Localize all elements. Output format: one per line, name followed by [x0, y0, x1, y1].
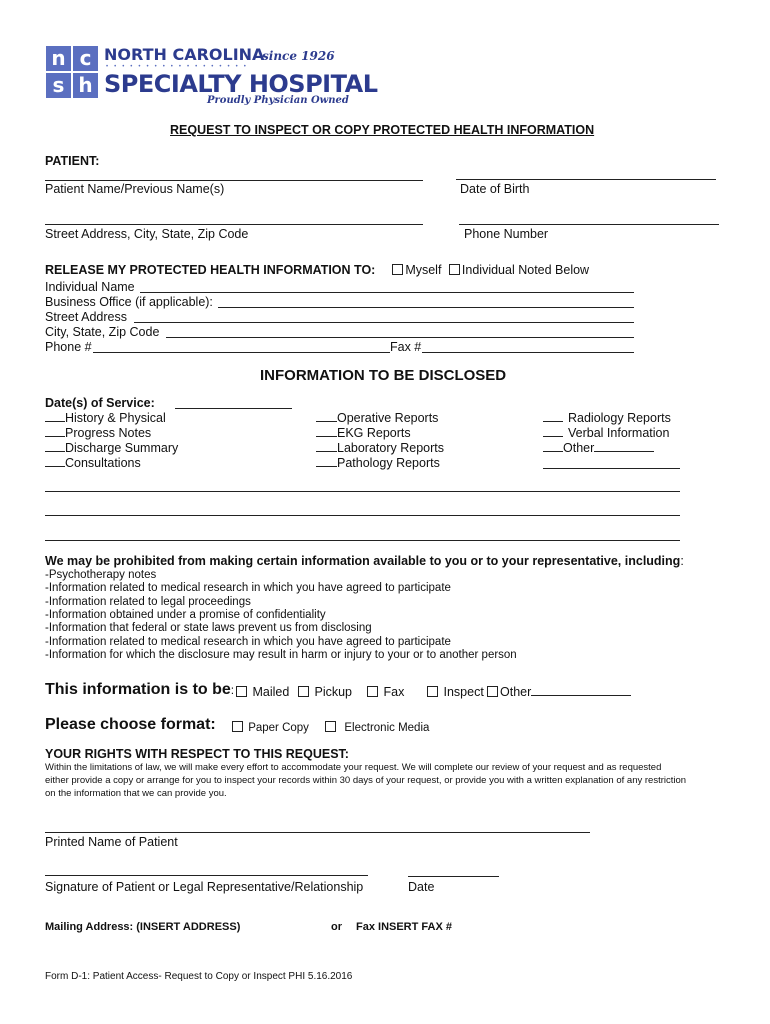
format-paper[interactable]: Paper Copy: [232, 721, 309, 734]
logo-letter-n: n: [46, 46, 71, 71]
disclosed-heading: INFORMATION TO BE DISCLOSED: [260, 367, 507, 384]
release-phone-line[interactable]: [93, 352, 390, 353]
list-item[interactable]: Radiology Reports: [543, 411, 671, 425]
list-item[interactable]: Laboratory Reports: [316, 441, 444, 455]
pickup-checkbox[interactable]: [298, 686, 309, 697]
check-blank[interactable]: [316, 421, 337, 422]
inspect-checkbox[interactable]: [427, 686, 438, 697]
individual-name-line[interactable]: [140, 292, 634, 293]
mailing-or: or: [331, 921, 342, 933]
delivery-inspect[interactable]: Inspect: [427, 685, 484, 699]
rights-heading: YOUR RIGHTS WITH RESPECT TO THIS REQUEST:: [45, 747, 349, 761]
dates-of-service-label: Date(s) of Service:: [45, 396, 155, 410]
street-address-line[interactable]: [134, 322, 634, 323]
other-checkbox[interactable]: [487, 686, 498, 697]
check-blank[interactable]: [543, 436, 563, 437]
dob-line[interactable]: [456, 179, 716, 180]
notes-line-3[interactable]: [45, 540, 680, 541]
logo-tagline: Proudly Physician Owned: [207, 95, 349, 106]
address-line[interactable]: [45, 224, 423, 225]
check-blank[interactable]: [45, 421, 65, 422]
prohibited-item: -Information for which the disclosure may result in harm or injury to your or to another person: [45, 649, 517, 661]
other-blank[interactable]: [594, 451, 654, 452]
list-item[interactable]: Pathology Reports: [316, 456, 440, 470]
prohibited-item: -Information obtained under a promise of confidentiality: [45, 609, 326, 621]
form-footer: Form D-1: Patient Access- Request to Copy or Inspect PHI 5.16.2016: [45, 971, 353, 982]
logo-letter-h: h: [73, 73, 98, 98]
check-blank[interactable]: [45, 436, 65, 437]
prohibited-item: -Information related to medical research in which you have agreed to participate: [45, 636, 451, 648]
release-row: [45, 263, 589, 277]
check-blank[interactable]: [543, 421, 563, 422]
phone-label: Phone Number: [464, 227, 549, 241]
address-label: Street Address, City, State, Zip Code: [45, 227, 249, 241]
logo-dots: ••••••••••••••••••: [106, 64, 252, 70]
delivery-heading: This information is to be:: [45, 681, 235, 698]
format-heading: Please choose format:: [45, 716, 216, 733]
delivery-pickup[interactable]: Pickup: [298, 685, 352, 699]
rights-text-1: Within the limitations of law, we will make every effort to accommodate your request. We will complete our review of your request and as requested: [45, 762, 662, 773]
patient-name-label: Patient Name/Previous Name(s): [45, 182, 225, 196]
printed-name-label: Printed Name of Patient: [45, 835, 178, 849]
patient-heading: PATIENT:: [45, 154, 100, 168]
logo-line1: NORTH CAROLINA: [104, 45, 265, 64]
check-blank[interactable]: [316, 436, 337, 437]
signature-line[interactable]: [45, 875, 368, 876]
check-blank[interactable]: [316, 451, 337, 452]
prohibited-item: -Information that federal or state laws prevent us from disclosing: [45, 622, 372, 634]
list-item[interactable]: Consultations: [45, 456, 141, 470]
list-item[interactable]: Operative Reports: [316, 411, 438, 425]
electronic-media-checkbox[interactable]: [325, 721, 336, 732]
mailing-fax: Fax INSERT FAX #: [356, 921, 452, 933]
logo-letter-c: c: [73, 46, 98, 71]
other-line-2[interactable]: [543, 468, 680, 469]
prohibited-heading: We may be prohibited from making certain information available to you or to your representative, including:: [45, 554, 684, 568]
release-phone-label: Phone #: [45, 340, 92, 354]
logo-letter-s: s: [46, 73, 71, 98]
individual-checkbox[interactable]: [449, 264, 460, 275]
dob-label: Date of Birth: [460, 182, 530, 196]
prohibited-item: -Information related to legal proceedings: [45, 596, 251, 608]
logo-since: since 1926: [262, 49, 335, 63]
street-address-label: Street Address: [45, 310, 127, 324]
patient-name-line[interactable]: [45, 180, 423, 181]
list-item[interactable]: Discharge Summary: [45, 441, 178, 455]
rights-text-3: on the information that we can provide you.: [45, 788, 227, 799]
release-heading: RELEASE MY PROTECTED HEALTH INFORMATION TO:: [45, 263, 376, 277]
rights-text-2: either provide a copy or arrange for you to inspect your records within 30 days of your request, or provide you with a written explanation of any restriction: [45, 775, 687, 786]
myself-checkbox[interactable]: [392, 264, 403, 275]
city-state-zip-label: City, State, Zip Code: [45, 325, 160, 339]
city-state-zip-line[interactable]: [166, 337, 634, 338]
fax-checkbox[interactable]: [367, 686, 378, 697]
list-item[interactable]: Other: [543, 441, 654, 455]
dates-of-service-line[interactable]: [175, 408, 292, 409]
myself-label: Myself: [405, 263, 442, 277]
mailed-checkbox[interactable]: [236, 686, 247, 697]
date-line[interactable]: [408, 876, 499, 877]
signature-label: Signature of Patient or Legal Representative/Relationship: [45, 880, 364, 894]
list-item[interactable]: History & Physical: [45, 411, 166, 425]
form-title: REQUEST TO INSPECT OR COPY PROTECTED HEALTH INFORMATION: [170, 123, 595, 137]
paper-copy-checkbox[interactable]: [232, 721, 243, 732]
check-blank[interactable]: [45, 466, 65, 467]
logo-line2: SPECIALTY HOSPITAL: [104, 70, 378, 98]
check-blank[interactable]: [543, 451, 563, 452]
prohibited-item: -Information related to medical research in which you have agreed to participate: [45, 582, 451, 594]
delivery-mailed[interactable]: Mailed: [236, 685, 289, 699]
list-item[interactable]: Progress Notes: [45, 426, 151, 440]
notes-line-2[interactable]: [45, 515, 680, 516]
mailing-address: Mailing Address: (INSERT ADDRESS): [45, 921, 241, 933]
business-office-line[interactable]: [218, 307, 634, 308]
business-office-label: Business Office (if applicable):: [45, 295, 213, 309]
list-item[interactable]: Verbal Information: [543, 426, 669, 440]
printed-name-line[interactable]: [45, 832, 590, 833]
delivery-fax[interactable]: Fax: [367, 685, 404, 699]
phone-line[interactable]: [459, 224, 719, 225]
individual-name-label: Individual Name: [45, 280, 135, 294]
release-fax-label: Fax #: [390, 340, 422, 354]
delivery-other[interactable]: Other: [487, 685, 631, 699]
prohibited-item: -Psychotherapy notes: [45, 569, 157, 581]
check-blank[interactable]: [45, 451, 65, 452]
release-fax-line[interactable]: [422, 352, 634, 353]
other-delivery-blank[interactable]: [531, 695, 631, 696]
check-blank[interactable]: [316, 466, 337, 467]
date-label: Date: [408, 880, 435, 894]
format-electronic[interactable]: Electronic Media: [325, 721, 429, 734]
individual-label: Individual Noted Below: [461, 263, 590, 277]
notes-line-1[interactable]: [45, 491, 680, 492]
list-item[interactable]: EKG Reports: [316, 426, 411, 440]
